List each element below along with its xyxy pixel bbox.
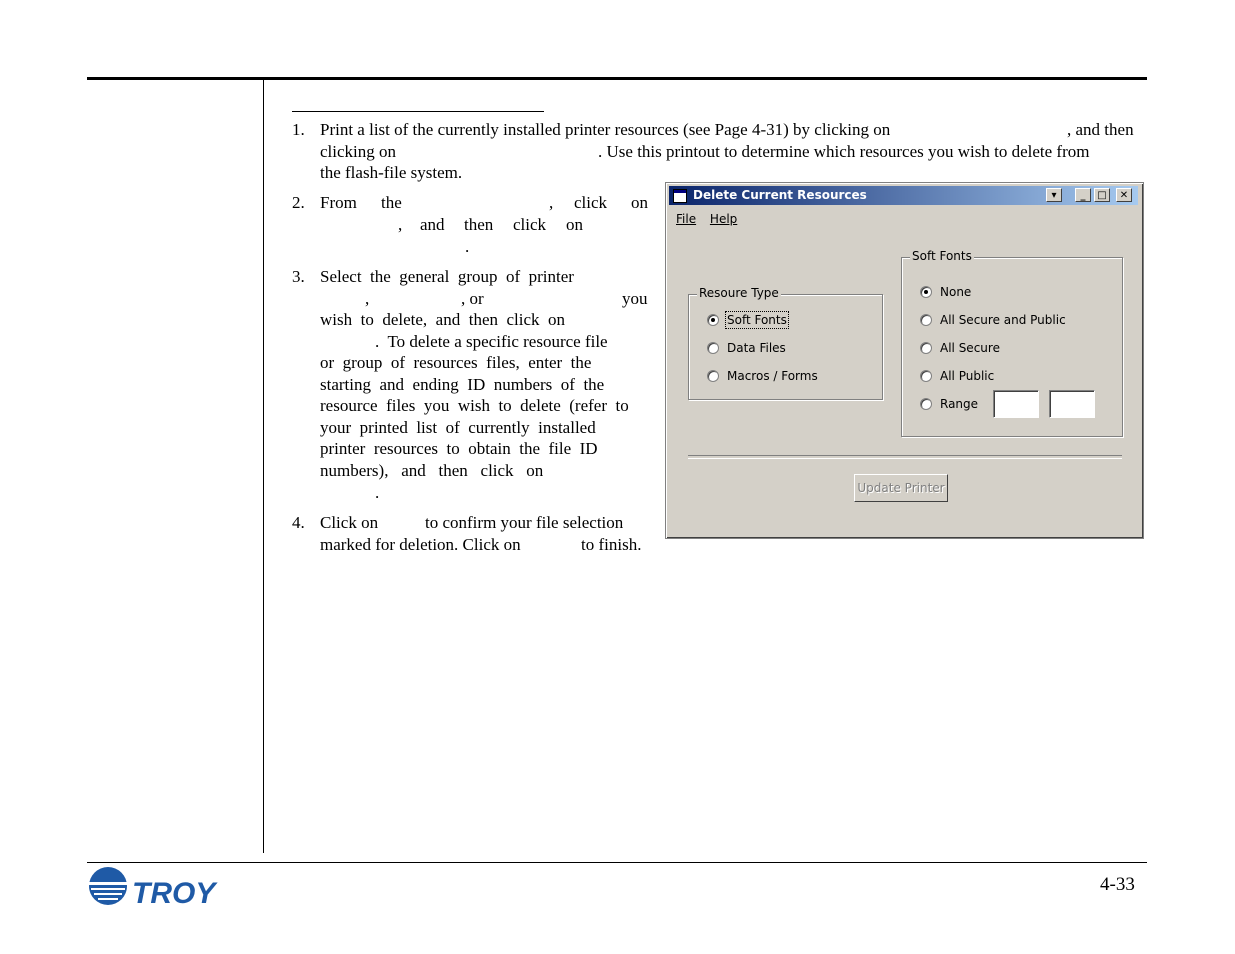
radio-selected-icon: [707, 314, 719, 326]
page-number: 4-33: [1100, 874, 1135, 895]
step-3-word: you: [622, 289, 648, 308]
radio-selected-icon: [920, 286, 932, 298]
radio-icon: [920, 398, 932, 410]
step-3-line: starting and ending ID numbers of the: [320, 375, 605, 394]
range-end-input[interactable]: [1049, 390, 1095, 418]
radio-label: Data Files: [727, 341, 786, 355]
radio-label: Macros / Forms: [727, 369, 818, 383]
radio-range[interactable]: [920, 397, 978, 411]
app-icon: [673, 189, 687, 203]
step-1-line-1: Print a list of the currently installed printer resources (see Page 4-31) by clicking on: [320, 120, 891, 139]
update-printer-button[interactable]: Update Printer: [854, 474, 948, 502]
separator-line: [688, 455, 1122, 459]
step-2-word: and: [420, 215, 445, 234]
left-margin-rule: [263, 80, 264, 853]
soft-fonts-legend: Soft Fonts: [912, 249, 972, 263]
radio-icon: [920, 342, 932, 354]
step-3-word: ,: [365, 289, 370, 308]
step-1-line-3: the flash-file system.: [320, 163, 463, 182]
step-3-line: .: [375, 483, 380, 502]
step-3-line: Select the general group of printer: [320, 267, 574, 286]
radio-all-public[interactable]: [920, 369, 994, 383]
step-2-word: on: [631, 193, 648, 212]
step-2-word: ,: [398, 215, 403, 234]
step-4-word: to confirm your file selection: [425, 513, 624, 532]
menu-bar: [676, 212, 747, 226]
step-3-line: numbers), and then click on: [320, 461, 544, 480]
menu-file[interactable]: File: [676, 212, 697, 226]
radio-label: None: [940, 285, 972, 299]
step-1-line-2: clicking on: [320, 142, 397, 161]
step-3-line: your printed list of currently installed: [320, 418, 596, 437]
bottom-rule: [87, 862, 1147, 863]
soft-fonts-group: [901, 249, 1123, 437]
close-icon[interactable]: ✕: [1116, 188, 1132, 202]
troy-logo-mark: [88, 866, 218, 908]
radio-label: All Public: [940, 369, 995, 383]
step-2-word: then: [464, 215, 494, 234]
window-title: Delete Current Resources: [693, 188, 867, 202]
step-3-line: or group of resources files, enter the: [320, 353, 592, 372]
step-1-line-1b: , and then: [1067, 120, 1134, 139]
maximize-icon[interactable]: □: [1094, 188, 1110, 202]
range-start-input[interactable]: [993, 390, 1039, 418]
radio-all-secure[interactable]: [920, 341, 1000, 355]
step-4-word: to finish.: [581, 535, 642, 554]
radio-label: Soft Fonts: [727, 313, 787, 327]
radio-macros-forms[interactable]: [707, 369, 818, 383]
top-rule: [87, 77, 1147, 80]
radio-soft-fonts[interactable]: [707, 313, 787, 327]
radio-label: All Secure: [940, 341, 1000, 355]
delete-resources-window: [665, 182, 1144, 539]
step-2-word: ,: [549, 193, 554, 212]
radio-data-files[interactable]: [707, 341, 786, 355]
window-titlebar: [669, 186, 1138, 205]
step-1-line-2b: . Use this printout to determine which resources you wish to delete from: [598, 142, 1090, 161]
menu-help[interactable]: Help: [709, 212, 738, 226]
step-number: 2.: [292, 193, 305, 212]
step-4-word: Click on: [320, 513, 379, 532]
radio-label: All Secure and Public: [940, 313, 1066, 327]
step-2-word: From: [320, 193, 357, 212]
step-2-word: .: [465, 237, 470, 256]
step-3-line: wish to delete, and then click on: [320, 310, 566, 329]
window-menu-icon[interactable]: ▾: [1046, 188, 1062, 202]
step-3-word: , or: [461, 289, 484, 308]
troy-logo: [88, 866, 218, 908]
step-3-line: resource files you wish to delete (refer to: [320, 396, 629, 415]
step-3-line: printer resources to obtain the file ID: [320, 439, 598, 458]
minimize-icon[interactable]: _: [1075, 188, 1091, 202]
logo-text: TROY: [132, 877, 216, 908]
step-2-word: click: [574, 193, 608, 212]
step-3-line: . To delete a specific resource file: [375, 332, 608, 351]
radio-label: Range: [940, 397, 979, 411]
step-number: 3.: [292, 267, 305, 286]
resource-type-group: [688, 286, 883, 400]
step-number: 1.: [292, 120, 305, 139]
radio-all-secure-public[interactable]: [920, 313, 1066, 327]
step-2-word: on: [566, 215, 583, 234]
radio-icon: [920, 370, 932, 382]
step-4-word: marked for deletion. Click on: [320, 535, 521, 554]
radio-icon: [920, 314, 932, 326]
step-2-word: click: [513, 215, 547, 234]
section-heading-underline: [292, 111, 544, 112]
step-number: 4.: [292, 513, 305, 532]
radio-none[interactable]: [920, 285, 971, 299]
radio-icon: [707, 370, 719, 382]
step-2-word: the: [381, 193, 402, 212]
resource-type-legend: Resoure Type: [699, 286, 779, 300]
radio-icon: [707, 342, 719, 354]
